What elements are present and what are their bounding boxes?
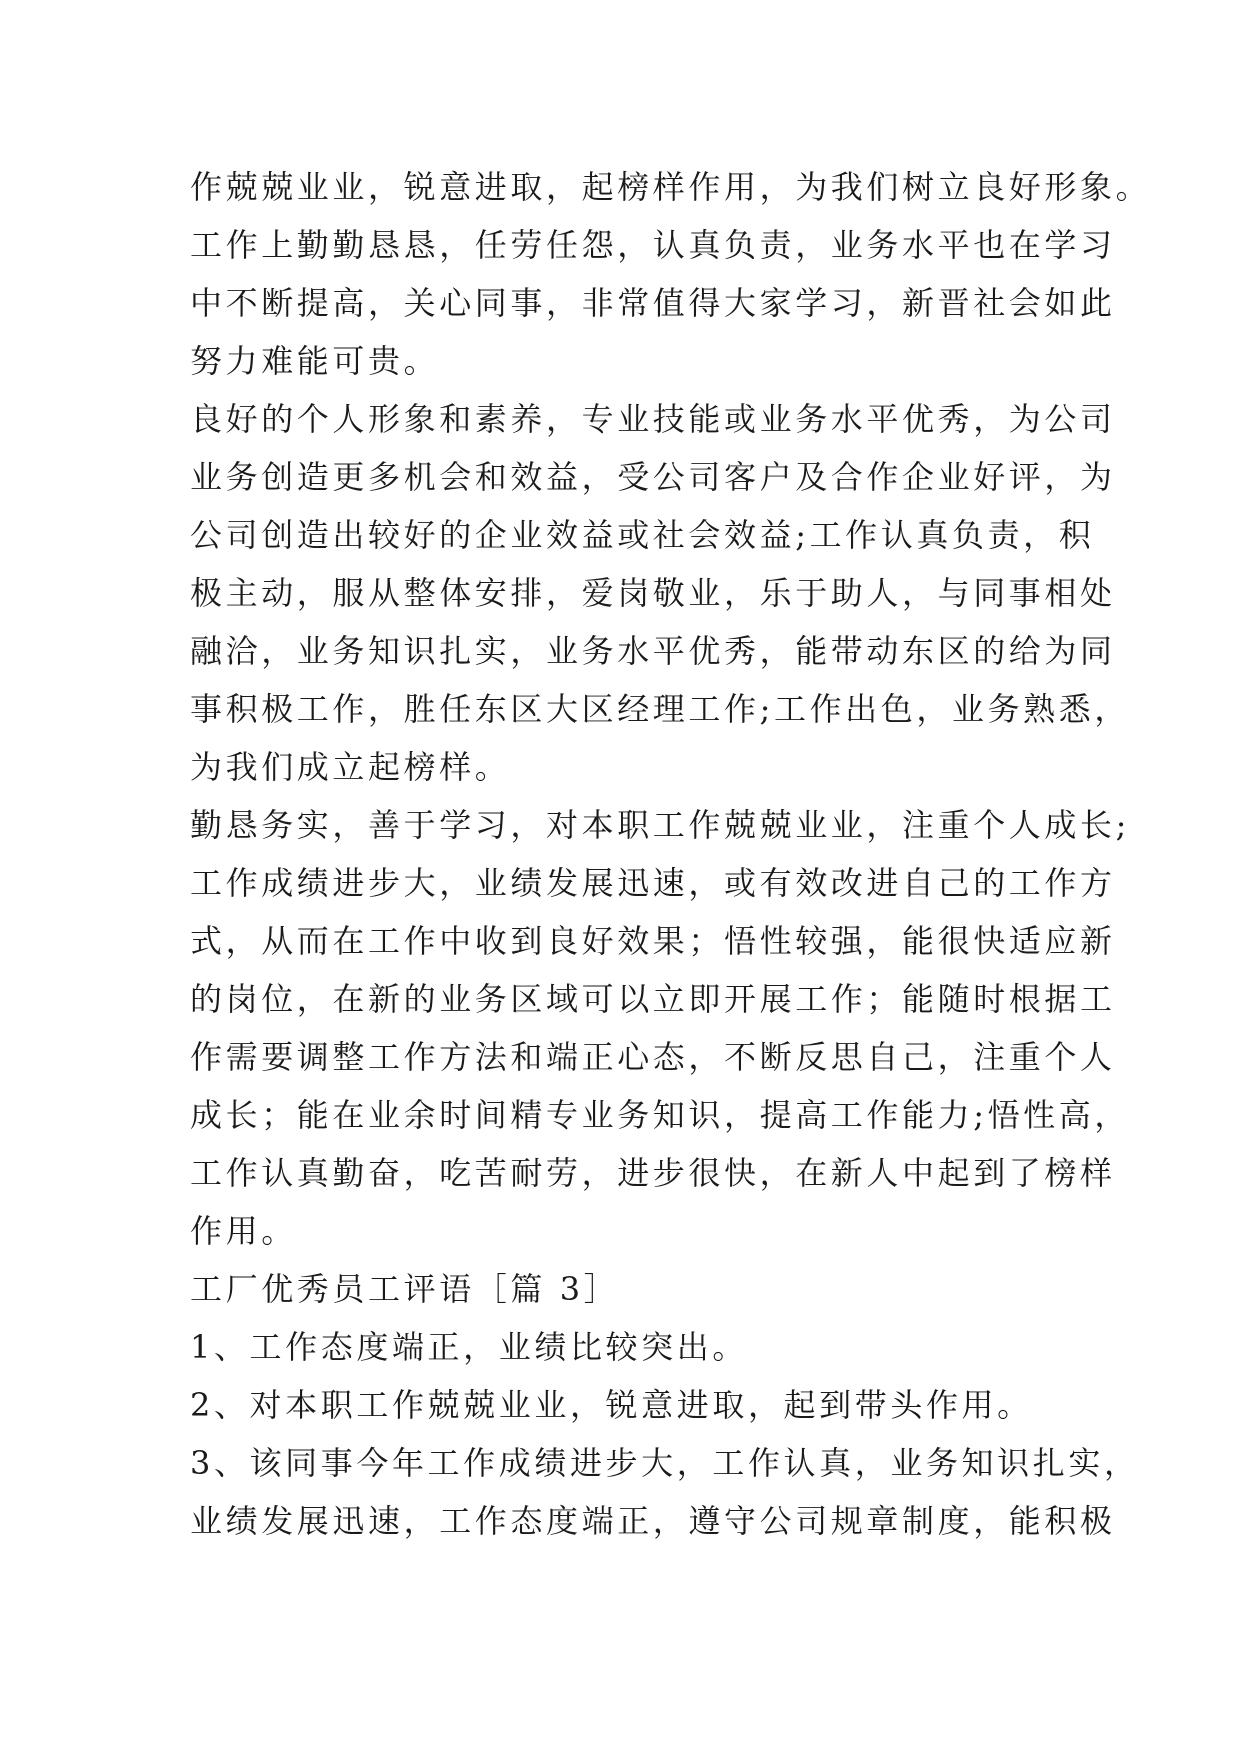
text-line: 工作认真勤奋，吃苦耐劳，进步很快，在新人中起到了榜样	[190, 1154, 1116, 1192]
document-body	[190, 158, 1152, 1550]
text-line: 作兢兢业业，锐意进取，起榜样作用，为我们树立良好形象。	[190, 168, 1152, 206]
text-line: 业务创造更多机会和效益，受公司客户及合作企业好评，为	[190, 458, 1116, 496]
text-line: 为我们成立起榜样。	[190, 748, 511, 786]
text-line: 作需要调整工作方法和端正心态，不断反思自己，注重个人	[190, 1038, 1116, 1076]
text-line: 成长；能在业余时间精专业务知识，提高工作能力;悟性高，	[190, 1096, 1130, 1134]
text-line: 工作上勤勤恳恳，任劳任怨，认真负责，业务水平也在学习	[190, 226, 1116, 264]
list-item: 1、工作态度端正，业绩比较突出。	[190, 1328, 748, 1366]
text-line: 中不断提高，关心同事，非常值得大家学习，新晋社会如此	[190, 284, 1116, 322]
text-line: 工作成绩进步大，业绩发展迅速，或有效改进自己的工作方	[190, 864, 1116, 902]
text-line: 事积极工作，胜任东区大区经理工作;工作出色，业务熟悉，	[190, 690, 1130, 728]
text-line: 良好的个人形象和素养，专业技能或业务水平优秀，为公司	[190, 400, 1116, 438]
section-heading: 工厂优秀员工评语［篇 3］	[190, 1270, 620, 1308]
text-line: 融洽，业务知识扎实，业务水平优秀，能带动东区的给为同	[190, 632, 1116, 670]
list-item: 3、该同事今年工作成绩进步大，工作认真，业务知识扎实，	[190, 1444, 1140, 1482]
text-line: 勤恳务实，善于学习，对本职工作兢兢业业，注重个人成长;	[190, 806, 1130, 844]
text-line: 公司创造出较好的企业效益或社会效益;工作认真负责，积	[190, 516, 1095, 554]
text-line: 努力难能可贵。	[190, 342, 440, 380]
text-line: 作用。	[190, 1212, 297, 1250]
text-line: 的岗位，在新的业务区域可以立即开展工作；能随时根据工	[190, 980, 1116, 1018]
text-line: 业绩发展迅速，工作态度端正，遵守公司规章制度，能积极	[190, 1502, 1116, 1540]
text-line: 式，从而在工作中收到良好效果；悟性较强，能很快适应新	[190, 922, 1116, 960]
text-line: 极主动，服从整体安排，爱岗敬业，乐于助人，与同事相处	[190, 574, 1116, 612]
list-item: 2、对本职工作兢兢业业，锐意进取，起到带头作用。	[190, 1386, 1033, 1424]
